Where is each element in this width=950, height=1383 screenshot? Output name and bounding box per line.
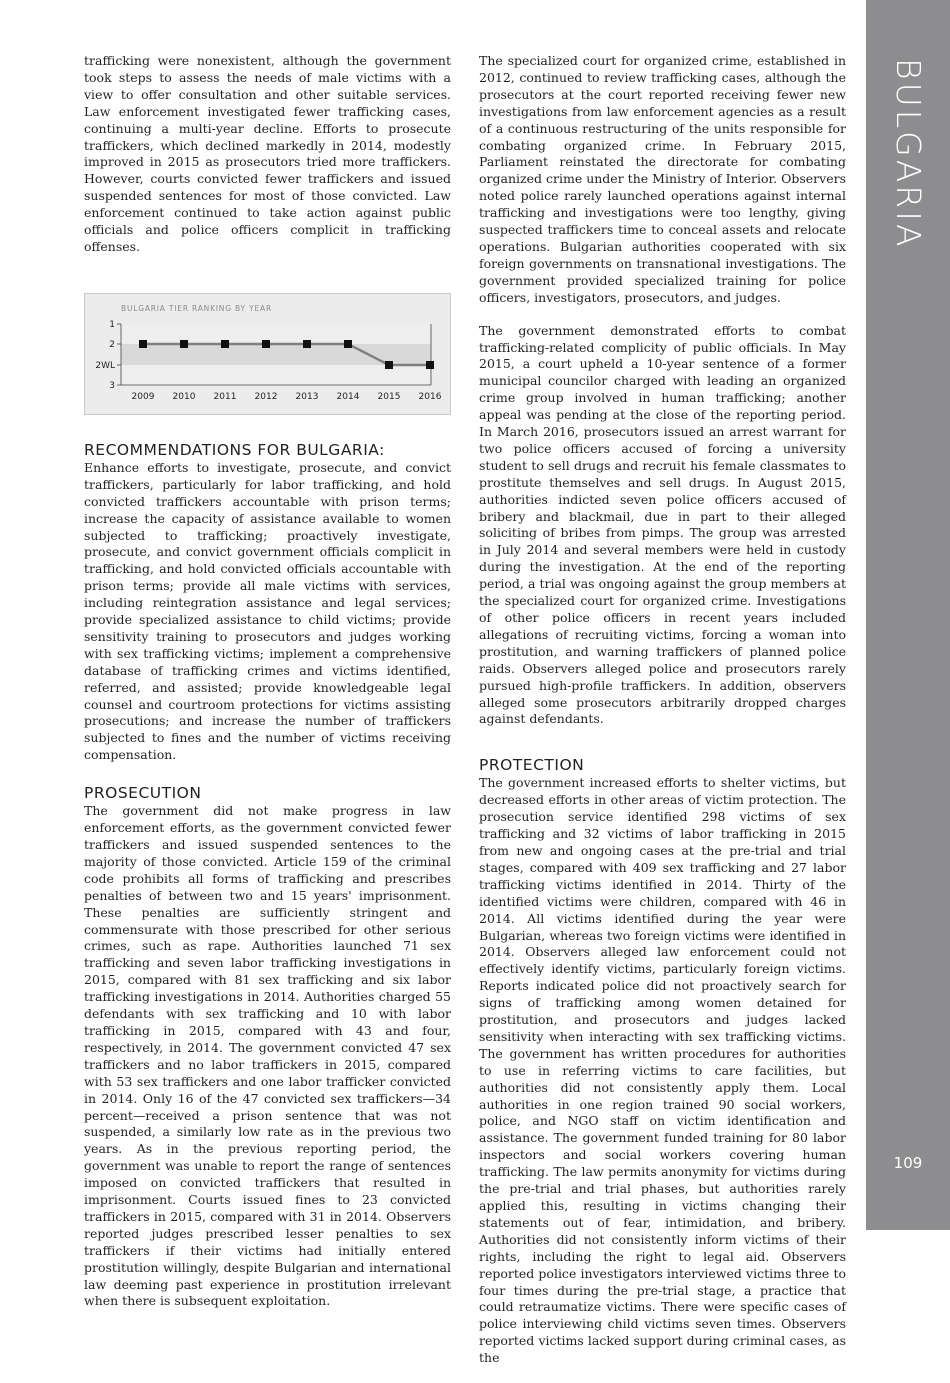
country-tab: BULGARIA — [889, 58, 928, 250]
protection-heading: PROTECTION — [479, 756, 585, 775]
recommendations-text: Enhance efforts to investigate, prosecute, and convict traffickers, particularly for labor trafficking, and hold convicted traffickers accountable with prison terms; increase the capacity of assistance available to women subjected to trafficking; proactively investigate, prosecute, and convict government officials complicit in trafficking, and hold convicted officials accountable with prison terms; provide all male victims with services, including reintegration assistance and legal services; provide specialized assistance to child victims; provide sensitivity training to prosecutors and judges working with sex trafficking victims; implement a comprehensive database of trafficking crimes and victims identified, referred, and assisted; provide knowledgeable legal counsel and courtroom protections for victims assisting prosecutions; and increase the number of traffickers subjected to fines and the number of victims receiving compensation. — [84, 459, 451, 763]
court-paragraph: The specialized court for organized crime, established in 2012, continued to review trafficking cases, although the prosecutors at the court reported receiving fewer new investigations from law enforcement agencies as a result of a continuous restructuring of the units responsible for combating organized crime. In February 2015, Parliament reinstated the directorate for combating organized crime under the Ministry of Interior. Observers noted police rarely launched operations against internal trafficking and investigations were too lengthy, giving suspected traffickers time to conceal assets and relocate operations. Bulgarian authorities cooperated with six foreign governments on transnational investigations. The government provided specialized training for police officers, investigators, prosecutors, and judges. — [479, 53, 846, 305]
data-point-2011 — [221, 340, 229, 348]
intro-paragraph: trafficking were nonexistent, although the government took steps to assess the needs of male victims with a view to offer consultation and other suitable services. Law enforcement investigated fewer trafficking cases, continuing a multi-year decline. Efforts to prosecute traffickers, which declined markedly in 2014, modestly improved in 2015 as prosecutors tried more traffickers. However, courts convicted fewer traffickers and issued suspended sentences for most of those convicted. Law enforcement continued to take action against public officials and police officers complicit in trafficking offenses. — [84, 53, 451, 254]
tier-ranking-chart — [84, 293, 451, 415]
data-point-2015 — [385, 361, 393, 369]
y-tick-label: 3 — [109, 380, 115, 391]
x-tick-label: 2014 — [336, 391, 360, 402]
y-tick-label: 2 — [109, 339, 115, 350]
recommendations-heading: RECOMMENDATIONS FOR BULGARIA: — [84, 440, 385, 459]
data-point-2009 — [139, 340, 147, 348]
x-tick-label: 2012 — [254, 391, 278, 402]
left-column — [84, 53, 451, 1326]
x-tick-label: 2011 — [213, 391, 237, 402]
data-point-2013 — [303, 340, 311, 348]
x-tick-label: 2013 — [295, 391, 319, 402]
x-tick-label: 2010 — [172, 391, 196, 402]
data-point-2012 — [262, 340, 270, 348]
y-tick-label: 1 — [109, 319, 115, 330]
data-point-2010 — [180, 340, 188, 348]
sidebar — [866, 0, 950, 1230]
chart-title: BULGARIA TIER RANKING BY YEAR — [121, 303, 272, 313]
data-point-2014 — [344, 340, 352, 348]
tier-ranking-chart-svg — [85, 294, 450, 414]
x-tick-label: 2009 — [131, 391, 155, 402]
complicity-paragraph: The government demonstrated efforts to combat trafficking-related complicity of public officials. In May 2015, a court upheld a 10-year sentence of a former municipal councilor charged with leading an organized crime group involved in human trafficking; another appeal was pending at the close of the reporting period. In March 2016, prosecutors issued an arrest warrant for two police officers accused of forcing a university student to sell drugs and recruit his female classmates to prostitute themselves and sell drugs. In August 2015, authorities indicted seven police officers accused of bribery and blackmail, due in part to their alleged soliciting of bribes from pimps. The group was arrested in July 2014 and several members were held in custody during the investigation. At the end of the reporting period, a trial was ongoing against the group members at the specialized court for organized crime. Investigations of other police officers in recent years included allegations of recruiting victims, forcing a woman into prostitution, and warning traffickers of planned police raids. Observers alleged police and prosecutors rarely pursued high-profile traffickers. In addition, observers alleged some prosecutors arbitrarily dropped charges against defendants. — [479, 322, 846, 727]
right-column — [479, 53, 846, 1383]
y-tick-label: 2WL — [95, 360, 115, 371]
x-tick-label: 2015 — [377, 391, 401, 402]
protection-text: The government increased efforts to shelter victims, but decreased efforts in other areas of victim protection. The prosecution service identified 298 victims of sex trafficking and 32 victims of labor trafficking in 2015 from new and ongoing cases at the pre-trial and trial stages, compared with 409 sex trafficking and 27 labor trafficking victims identified in 2014. Thirty of the identified victims were children, compared with 46 in 2014. All victims identified during the year were Bulgarian, whereas two foreign victims were identified in 2014. Observers alleged law enforcement could not effectively identify victims, particularly foreign victims. Reports indicated police did not proactively search for signs of trafficking among women detained for prostitution, and prosecutors and judges lacked sensitivity when interacting with sex trafficking victims. The government has written procedures for authorities to use in referring victims to care facilities, but authorities did not consistently apply them. Local authorities in one region trained 90 social workers, police, and NGO staff on victim identification and assistance. The government funded training for 80 labor inspectors and social workers covering human trafficking. The law permits anonymity for victims during the pre-trial and trial phases, but authorities rarely applied this, resulting in victims changing their statements out of fear, intimidation, and bribery. Authorities did not consistently inform victims of their rights, including the right to legal aid. Observers reported police investigators interviewed victims three to four times during the pre-trial stage, a practice that could retraumatize victims. There were specific cases of police interviewing child victims seven times. Observers reported victims lacked support during criminal cases, as the — [479, 775, 846, 1366]
data-point-2016 — [426, 361, 434, 369]
x-tick-label: 2016 — [418, 391, 442, 402]
prosecution-heading: PROSECUTION — [84, 784, 202, 803]
page-number: 109 — [893, 1154, 923, 1172]
prosecution-text: The government did not make progress in law enforcement efforts, as the government convicted fewer traffickers and issued suspended sentences to the majority of those convicted. Article 159 of the criminal code prohibits all forms of trafficking and prescribes penalties of between two and 15 years' imprisonment. These penalties are sufficiently stringent and commensurate with those prescribed for other serious crimes, such as rape. Authorities launched 71 sex trafficking and seven labor trafficking investigations in 2015, compared with 81 sex trafficking and six labor trafficking investigations in 2014. Authorities charged 55 defendants with sex trafficking and 10 with labor trafficking in 2015, compared with 43 and four, respectively, in 2014. The government convicted 47 sex traffickers and no labor traffickers in 2015, compared with 53 sex traffickers and one labor trafficker convicted in 2014. Only 16 of the 47 convicted sex traffickers—34 percent—received a prison sentence that was not suspended, a similarly low rate as in the previous two years. As in the previous reporting period, the government was unable to report the range of sentences imposed on convicted traffickers that resulted in imprisonment. Courts issued fines to 23 convicted traffickers in 2015, compared with 31 in 2014. Observers reported judges prescribed lesser penalties to sex traffickers if their victims had initially entered prostitution willingly, despite Bulgarian and international law deeming past experience in prostitution irrelevant when there is subsequent exploitation. — [84, 803, 451, 1309]
